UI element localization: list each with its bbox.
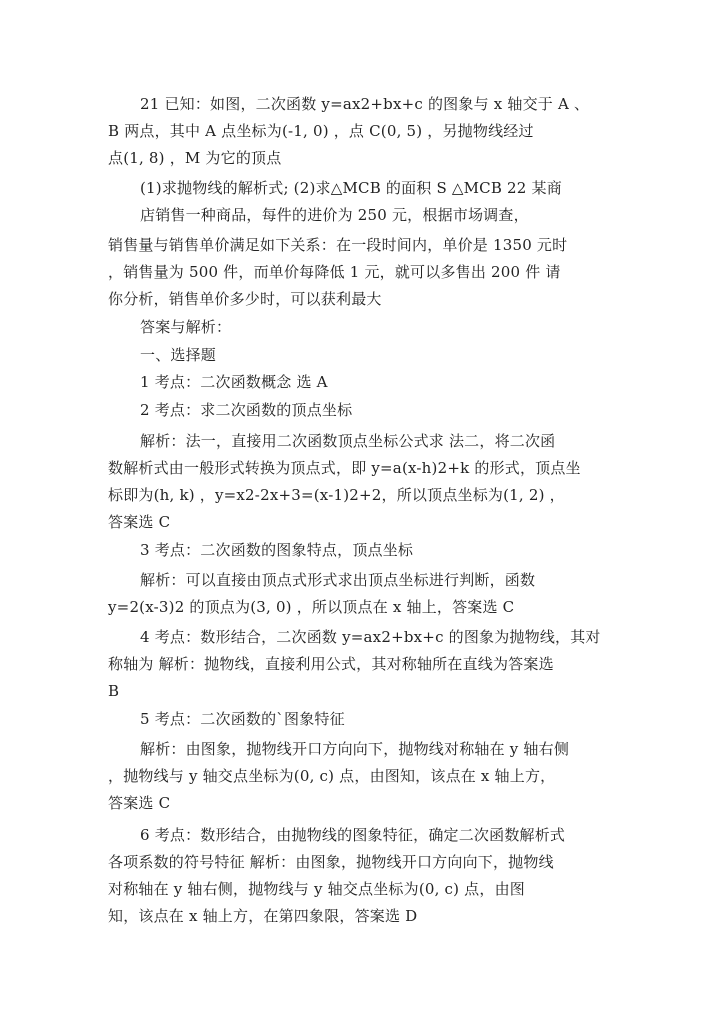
answer-2-choice: 答案选 C [108, 513, 171, 531]
problem-21-questions-line: (1)求抛物线的解析式; (2)求△MCB 的面积 S △MCB 22 某商 [140, 179, 562, 197]
answer-3-analysis-line-1: 解析：可以直接由顶点式形式求出顶点坐标进行判断，函数 [140, 571, 536, 589]
problem-21-line-3: 点(1, 8) ，M 为它的顶点 [108, 149, 282, 167]
answer-2-topic: 2 考点：求二次函数的顶点坐标 [140, 401, 353, 419]
answer-4-line-2: 称轴为 解析：抛物线，直接利用公式，其对称轴所在直线为答案选 [108, 655, 554, 673]
answer-3-analysis-line-2: y=2(x-3)2 的顶点为(3, 0) ，所以顶点在 x 轴上，答案选 C [108, 598, 515, 616]
problem-22-line-4: 你分析，销售单价多少时，可以获利最大 [108, 290, 382, 308]
answer-5-topic: 5 考点：二次函数的`图象特征 [140, 710, 345, 728]
answer-6-line-1: 6 考点：数形结合，由抛物线的图象特征，确定二次函数解析式 [140, 826, 566, 844]
answer-5-choice: 答案选 C [108, 794, 171, 812]
problem-21-line-1: 21 已知：如图，二次函数 y=ax2+bx+c 的图象与 x 轴交于 A 、 [140, 95, 590, 113]
answer-5-analysis-line-2: ，抛物线与 y 轴交点坐标为(0, c) 点，由图知，该点在 x 轴上方， [108, 767, 556, 785]
problem-22-line-1: 店销售一种商品，每件的进价为 250 元，根据市场调查， [140, 206, 529, 224]
problem-21-line-2: B 两点，其中 A 点坐标为(-1, 0) ，点 C(0, 5) ，另抛物线经过 [108, 122, 534, 140]
answer-4-choice: B [108, 682, 120, 700]
answers-heading: 答案与解析： [140, 318, 232, 336]
answer-6-line-3: 对称轴在 y 轴右侧，抛物线与 y 轴交点坐标为(0, c) 点，由图 [108, 880, 525, 898]
problem-22-line-2: 销售量与销售单价满足如下关系：在一段时间内，单价是 1350 元时 [108, 236, 568, 254]
answer-2-analysis-line-1: 解析：法一，直接用二次函数顶点坐标公式求 法二，将二次函 [140, 432, 556, 450]
answer-4-line-1: 4 考点：数形结合，二次函数 y=ax2+bx+c 的图象为抛物线，其对 [140, 628, 601, 646]
answer-3-topic: 3 考点：二次函数的图象特点，顶点坐标 [140, 541, 414, 559]
section-heading-choice: 一、选择题 [140, 346, 217, 364]
answer-1: 1 考点：二次函数概念 选 A [140, 373, 328, 391]
answer-6-line-2: 各项系数的符号特征 解析：由图象，抛物线开口方向向下，抛物线 [108, 853, 554, 871]
answer-2-analysis-line-2: 数解析式由一般形式转换为顶点式，即 y=a(x-h)2+k 的形式，顶点坐 [108, 459, 581, 477]
answer-5-analysis-line-1: 解析：由图象，抛物线开口方向向下，抛物线对称轴在 y 轴右侧 [140, 740, 570, 758]
answer-6-line-4: 知，该点在 x 轴上方，在第四象限，答案选 D [108, 907, 418, 925]
problem-22-line-3: ，销售量为 500 件，而单价每降低 1 元，就可以多售出 200 件 请 [108, 263, 561, 281]
answer-2-analysis-line-3: 标即为(h, k) ，y=x2-2x+3=(x-1)2+2，所以顶点坐标为(1, 2) ， [108, 486, 565, 504]
